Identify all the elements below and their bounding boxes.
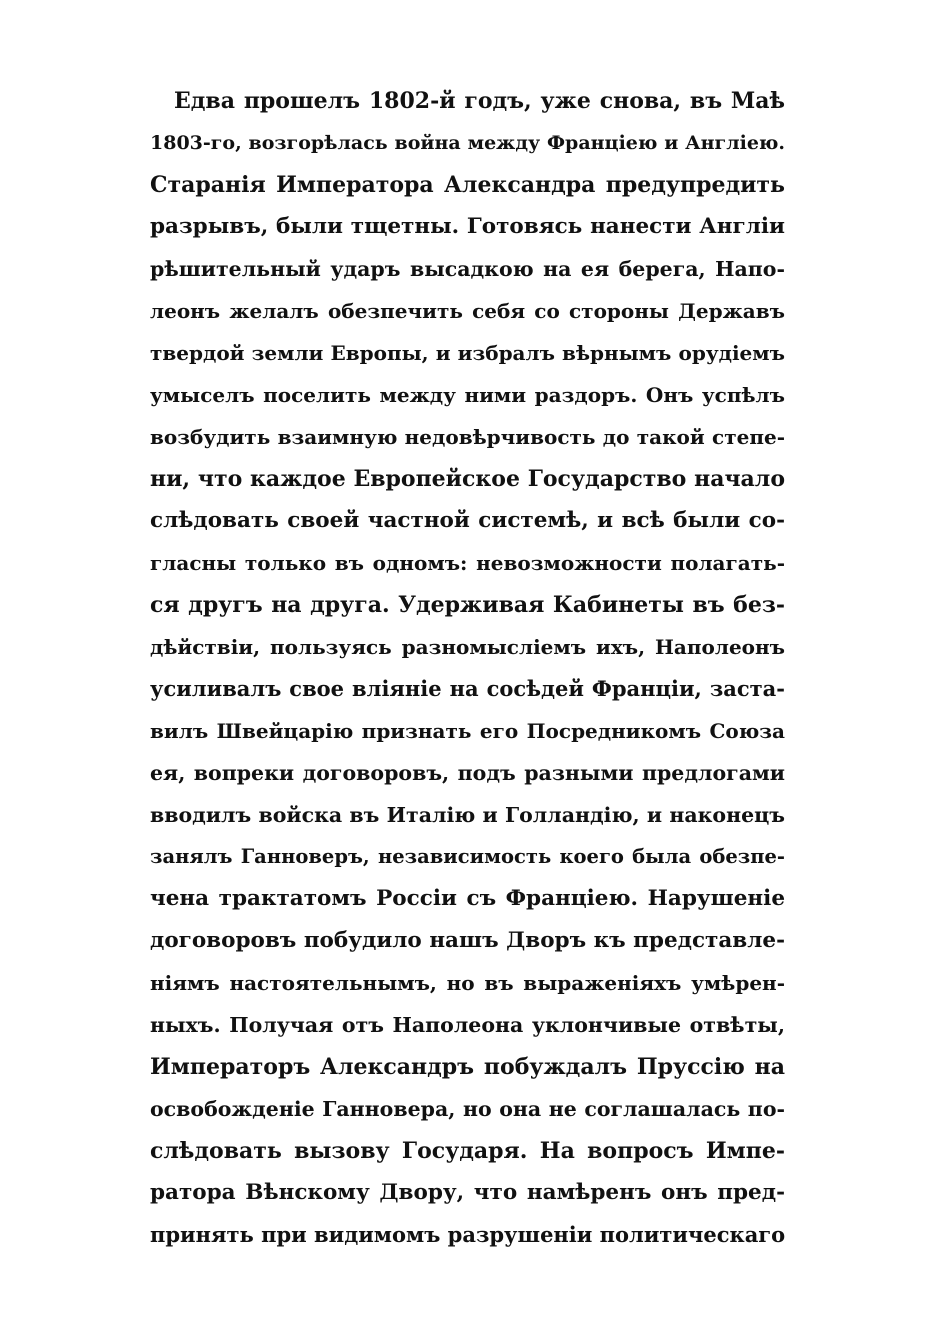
text-line: слѣдовать своей частной системѣ, и всѣ были со- bbox=[150, 508, 785, 533]
text-line: 1803-го, возгорѣлась война между Франціею и Англіею. bbox=[150, 132, 785, 154]
body-text bbox=[150, 80, 785, 1256]
text-line: ніямъ настоятельнымъ, но въ выраженіяхъ умѣрен- bbox=[150, 971, 785, 995]
text-line: гласны только въ одномъ: невозможности полагать- bbox=[150, 551, 785, 575]
text-line: усиливалъ свое вліяніе на сосѣдей Франціи, заста- bbox=[150, 676, 785, 701]
text-line: освобожденіе Ганновера, но она не соглашалась по- bbox=[150, 1097, 785, 1121]
text-line: ни, что каждое Европейское Государство начало bbox=[150, 466, 785, 492]
text-line: чена трактатомъ Россіи съ Франціею. Нарушеніе bbox=[150, 886, 785, 911]
text-line: принять при видимомъ разрушеніи политическаго bbox=[150, 1222, 786, 1247]
text-line: Старанія Императора Александра предупредить bbox=[150, 172, 785, 198]
text-line: ея, вопреки договоровъ, подъ разными предлогами bbox=[150, 761, 785, 785]
text-line: вводилъ войска въ Италію и Голландію, и наконецъ bbox=[150, 803, 785, 827]
text-line: ныхъ. Получая отъ Наполеона уклончивые отвѣты, bbox=[150, 1013, 785, 1037]
text-line: твердой земли Европы, и избралъ вѣрнымъ орудіемъ bbox=[150, 341, 785, 365]
text-line: разрывъ, были тщетны. Готовясь нанести Англіи bbox=[150, 214, 785, 239]
text-line: возбудить взаимную недовѣрчивость до такой степе- bbox=[150, 425, 785, 449]
text-line: Едва прошелъ 1802-й годъ, уже снова, въ Маѣ bbox=[174, 88, 785, 114]
text-line: занялъ Ганноверъ, независимость коего была обезпе- bbox=[150, 845, 785, 868]
text-line: ратора Вѣнскому Двору, что намѣренъ онъ пред- bbox=[150, 1180, 785, 1205]
text-line: договоровъ побудило нашъ Дворъ къ представле- bbox=[150, 928, 785, 953]
text-line: вилъ Швейцарію признать его Посредникомъ Союза bbox=[150, 719, 785, 743]
text-line: умыселъ поселить между ними раздоръ. Онъ успѣлъ bbox=[150, 383, 785, 407]
text-line: дѣйствіи, пользуясь разномысліемъ ихъ, Наполеонъ bbox=[150, 635, 785, 659]
text-line: леонъ желалъ обезпечить себя со стороны Державъ bbox=[150, 299, 785, 323]
text-line: слѣдовать вызову Государя. На вопросъ Импе- bbox=[150, 1138, 785, 1164]
text-line: Императоръ Александръ побуждалъ Пруссію на bbox=[150, 1054, 785, 1080]
text-line: рѣшительный ударъ высадкою на ея берега, Напо- bbox=[150, 257, 785, 281]
text-line: ся другъ на друга. Удерживая Кабинеты въ без- bbox=[150, 592, 785, 618]
